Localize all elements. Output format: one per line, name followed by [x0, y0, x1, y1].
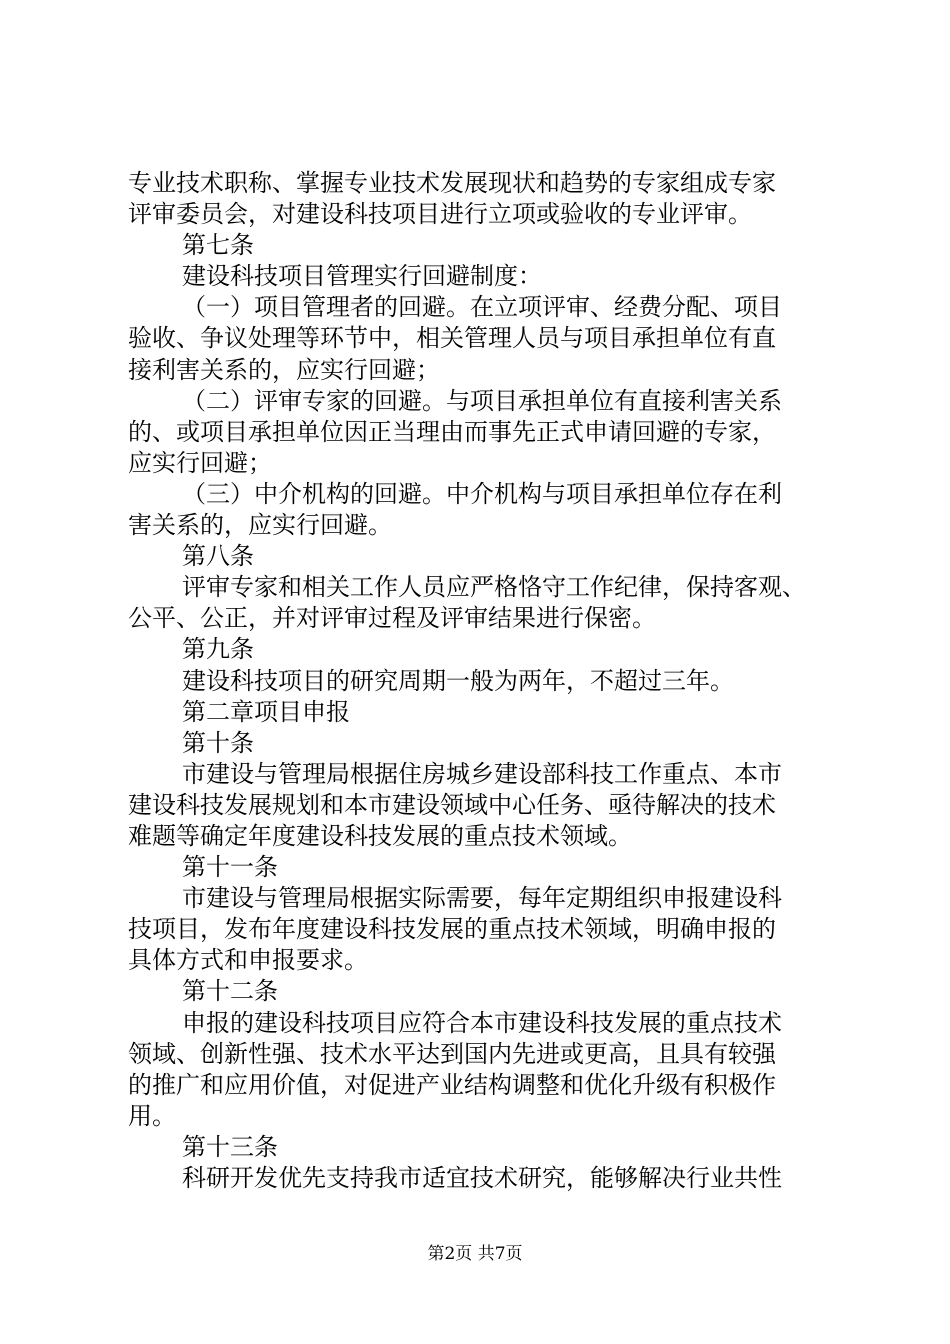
text-line: 验收、争议处理等环节中，相关管理人员与项目承担单位有直: [128, 324, 776, 353]
text-line: 第十一条: [182, 853, 278, 882]
text-line: 专业技术职称、掌握专业技术发展现状和趋势的专家组成专家: [128, 169, 776, 197]
text-line: 接利害关系的，应实行回避；: [128, 355, 440, 384]
page-footer: 第2页 共7页: [427, 1244, 523, 1264]
document-body: [128, 168, 848, 1194]
text-line: 第八条: [182, 542, 254, 571]
text-line: 评审委员会，对建设科技项目进行立项或验收的专业评审。: [128, 200, 752, 229]
text-line: 科研开发优先支持我市适宜技术研究，能够解决行业共性: [182, 1164, 782, 1192]
text-line: 难题等确定年度建设科技发展的重点技术领域。: [128, 821, 632, 850]
text-line: 害关系的，应实行回避。: [128, 511, 392, 540]
text-line: 建设科技项目的研究周期一般为两年，不超过三年。: [182, 666, 734, 695]
text-line: 具体方式和申报要求。: [128, 946, 368, 975]
text-line: 的推广和应用价值，对促进产业结构调整和优化升级有积极作: [128, 1070, 776, 1099]
text-line: 第十三条: [182, 1132, 278, 1161]
text-line: 的、或项目承担单位因正当理由而事先正式申请回避的专家，: [128, 417, 776, 446]
text-line: 第九条: [182, 635, 254, 664]
text-line: 领域、创新性强、技术水平达到国内先进或更高，且具有较强: [128, 1039, 776, 1068]
text-line: 第七条: [182, 231, 254, 260]
text-line: 建设科技项目管理实行回避制度：: [182, 262, 542, 291]
text-line: 应实行回避；: [128, 448, 272, 477]
text-line: 技项目，发布年度建设科技发展的重点技术领域，明确申报的: [128, 915, 776, 944]
text-line: （一）项目管理者的回避。在立项评审、经费分配、项目: [182, 293, 782, 322]
text-line: （二）评审专家的回避。与项目承担单位有直接利害关系: [182, 386, 782, 415]
text-line: 建设科技发展规划和本市建设领域中心任务、亟待解决的技术: [128, 790, 776, 819]
text-line: 第十二条: [182, 977, 278, 1006]
text-line: 公平、公正，并对评审过程及评审结果进行保密。: [128, 604, 656, 633]
text-line: 评审专家和相关工作人员应严格恪守工作纪律，保持客观、: [182, 573, 806, 602]
text-line: （三）中介机构的回避。中介机构与项目承担单位存在利: [182, 479, 782, 508]
text-line: 用。: [128, 1101, 176, 1130]
text-line: 第十条: [182, 728, 254, 757]
text-line: 申报的建设科技项目应符合本市建设科技发展的重点技术: [182, 1008, 782, 1037]
text-line: 第二章项目申报: [182, 697, 350, 726]
text-line: 市建设与管理局根据住房城乡建设部科技工作重点、本市: [182, 759, 782, 788]
text-line: 市建设与管理局根据实际需要，每年定期组织申报建设科: [182, 884, 782, 913]
